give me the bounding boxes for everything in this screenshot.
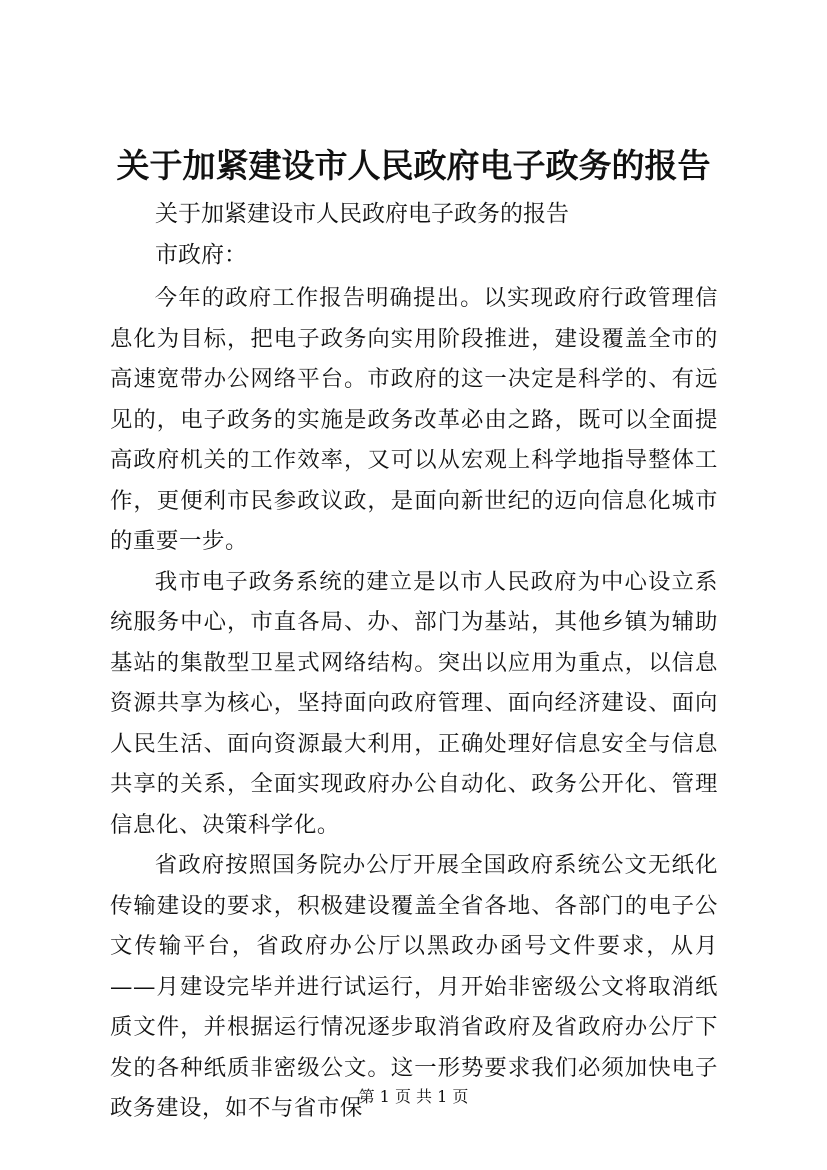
paragraph: 省政府按照国务院办公厅开展全国政府系统公文无纸化传输建设的要求，积极建设覆盖全省各地、各部门的电子公文传输平台，省政府办公厅以黑政办函号文件要求，从月——月建设完毕并进行试运行，月开始非密级公文将取消纸质文件，并根据运行情况逐步取消省政府及省政府办公厅下发的各种纸质非密级公文。这一形势要求我们必须加快电子政务建设，如不与省市保 <box>110 852 718 1121</box>
page-footer: 第 1 页 共 1 页 <box>358 1087 469 1106</box>
paragraph: 今年的政府工作报告明确提出。以实现政府行政管理信息化为目标，把电子政务向实用阶段推进，建设覆盖全市的高速宽带办公网络平台。市政府的这一决定是科学的、有远见的，电子政务的实施是政务改革必由之路，既可以全面提高政府机关的工作效率，又可以从宏观上科学地指导整体工作，更便利市民参政议政，是面向新世纪的迈向信息化城市的重要一步。 <box>110 285 718 554</box>
paragraph: 我市电子政务系统的建立是以市人民政府为中心设立系统服务中心，市直各局、办、部门为基站，其他乡镇为辅助基站的集散型卫星式网络结构。突出以应用为重点，以信息资源共享为核心，坚持面向政府管理、面向经济建设、面向人民生活、面向资源最大利用，正确处理好信息安全与信息共享的关系，全面实现政府办公自动化、政务公开化、管理信息化、决策科学化。 <box>110 568 718 838</box>
document-body <box>110 278 718 1129</box>
document-title: 关于加紧建设市人民政府电子政务的报告 <box>116 146 711 185</box>
document-subtitle: 关于加紧建设市人民政府电子政务的报告 <box>155 201 569 227</box>
salutation: 市政府： <box>155 242 247 268</box>
